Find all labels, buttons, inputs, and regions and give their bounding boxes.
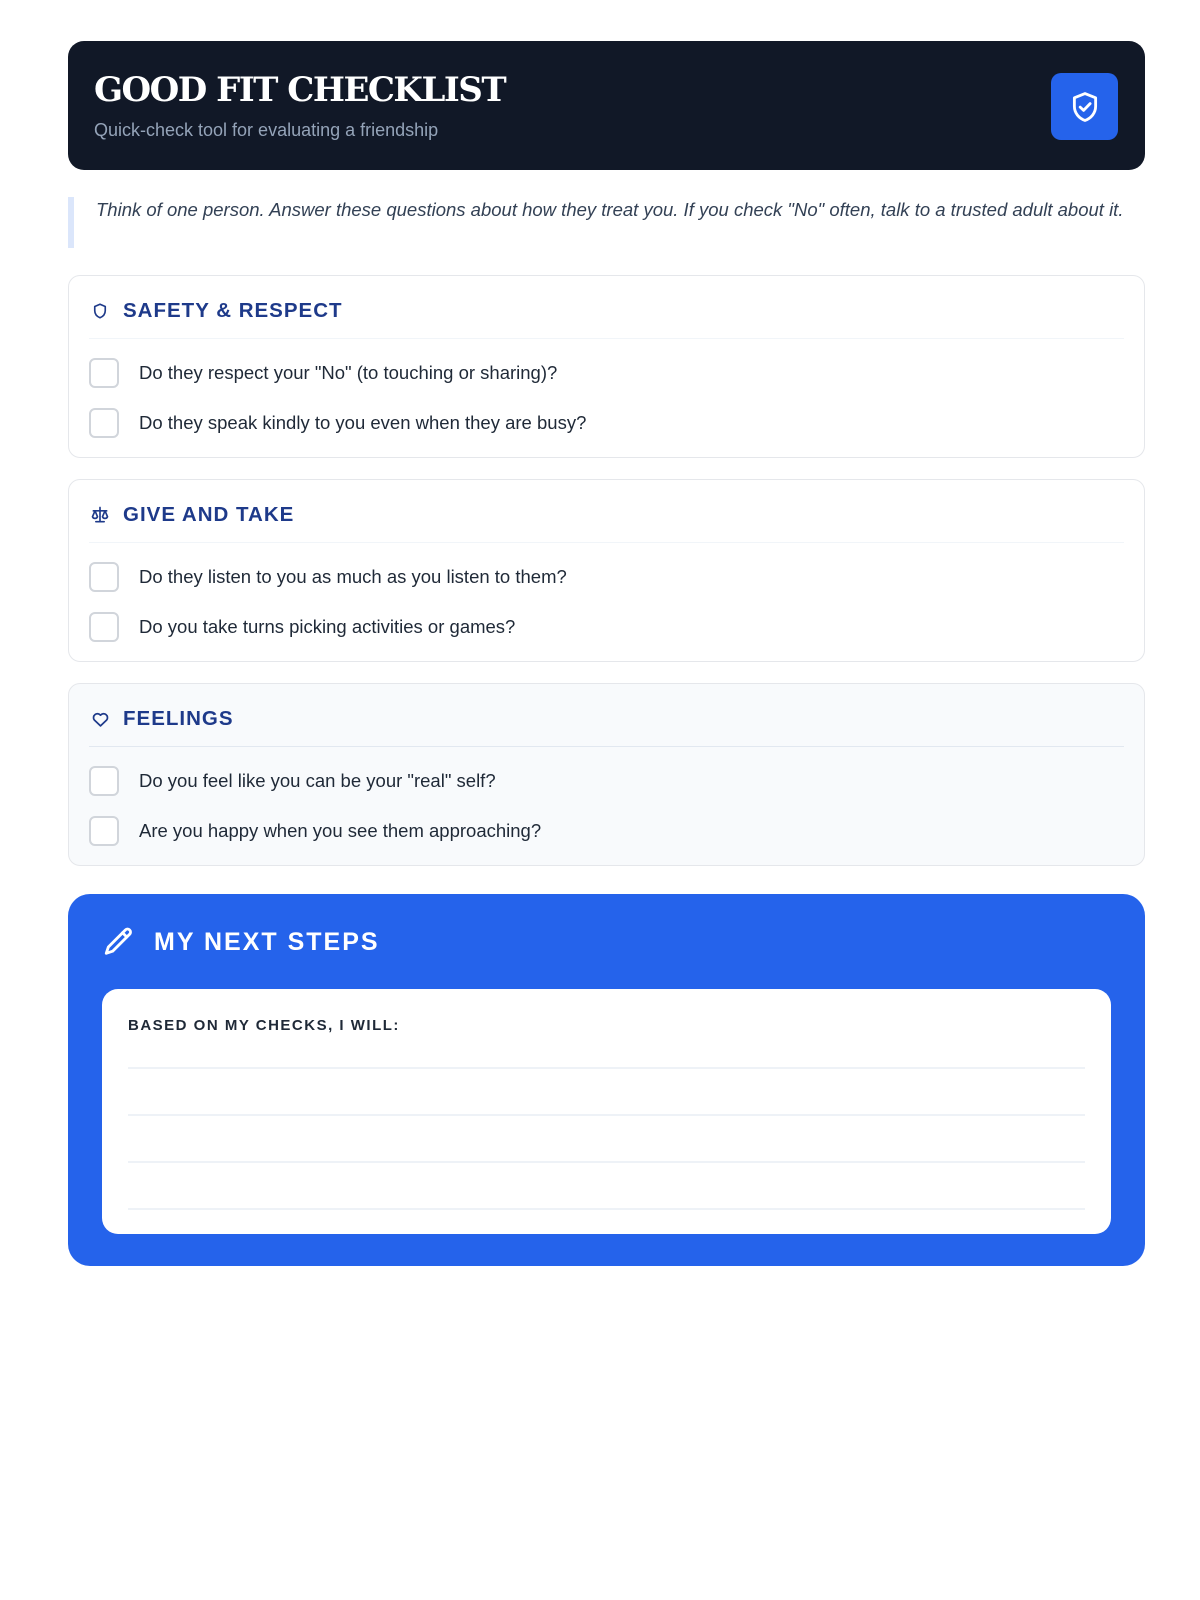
- checklist-page: [68, 41, 1145, 1266]
- shield-icon: [89, 300, 111, 322]
- checklist-item[interactable]: [89, 406, 1124, 440]
- page-subtitle: Quick-check tool for evaluating a friendship: [94, 120, 439, 140]
- next-steps-panel: [68, 894, 1145, 1266]
- checkbox[interactable]: [89, 766, 119, 796]
- header-banner: [68, 41, 1145, 170]
- checklist-item[interactable]: [89, 814, 1124, 848]
- checkbox[interactable]: [89, 408, 119, 438]
- heart-icon: [89, 708, 111, 730]
- checkbox[interactable]: [89, 816, 119, 846]
- checklist-item[interactable]: [89, 560, 1124, 594]
- section-title: SAFETY & RESPECT: [123, 299, 343, 322]
- section-safety-respect: [68, 275, 1145, 458]
- section-title: FEELINGS: [123, 707, 234, 730]
- checklist-item-label: Do they speak kindly to you even when they are busy?: [139, 412, 587, 433]
- checklist-item-label: Are you happy when you see them approaching?: [139, 820, 542, 841]
- next-steps-prompt: BASED ON MY CHECKS, I WILL:: [128, 1017, 400, 1034]
- next-steps-title: MY NEXT STEPS: [154, 927, 380, 956]
- pencil-icon: [102, 925, 136, 959]
- page-title: GOOD FIT CHECKLIST: [94, 70, 506, 110]
- checklist-item-label: Do you feel like you can be your "real" self?: [139, 770, 496, 791]
- checkbox[interactable]: [89, 358, 119, 388]
- checklist-item[interactable]: [89, 764, 1124, 798]
- section-title: GIVE AND TAKE: [123, 503, 295, 526]
- scale-icon: [89, 504, 111, 526]
- section-header: [89, 704, 1124, 747]
- section-header: [89, 296, 1124, 339]
- checklist-item[interactable]: [89, 356, 1124, 390]
- shield-check-icon: [1051, 73, 1118, 140]
- write-line[interactable]: [128, 1037, 1085, 1069]
- checklist-item-label: Do they listen to you as much as you listen to them?: [139, 566, 567, 587]
- checklist-item[interactable]: [89, 610, 1124, 644]
- next-steps-card: [102, 989, 1111, 1234]
- next-steps-header: [102, 927, 1111, 957]
- checklist-item-label: Do you take turns picking activities or games?: [139, 616, 516, 637]
- section-feelings: [68, 683, 1145, 866]
- write-line[interactable]: [128, 1163, 1085, 1210]
- checkbox[interactable]: [89, 612, 119, 642]
- intro-text: Think of one person. Answer these questions about how they treat you. If you check "No" often, talk to a trusted adult about it.: [68, 197, 1145, 248]
- checkbox[interactable]: [89, 562, 119, 592]
- write-line[interactable]: [128, 1116, 1085, 1163]
- section-give-and-take: [68, 479, 1145, 662]
- checklist-item-label: Do they respect your "No" (to touching or sharing)?: [139, 362, 558, 383]
- section-header: [89, 500, 1124, 543]
- write-line[interactable]: [128, 1069, 1085, 1116]
